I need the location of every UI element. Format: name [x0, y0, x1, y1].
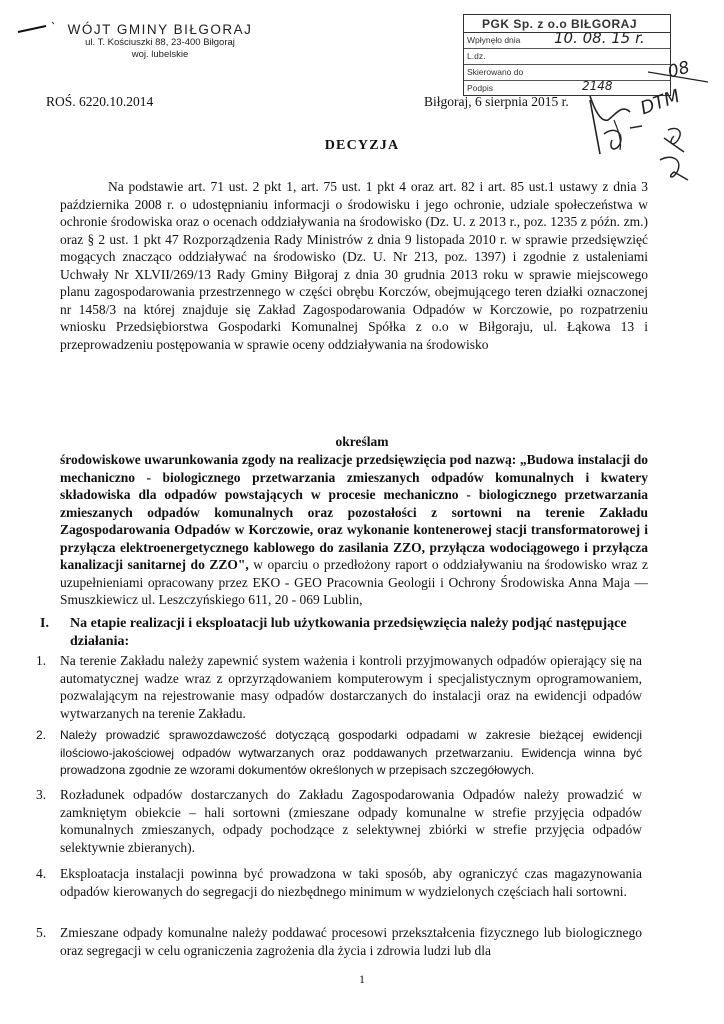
stamp-title: PGK Sp. z o.o BIŁGORAJ	[464, 15, 670, 33]
handwritten-note-08: 08	[665, 57, 692, 83]
section-heading	[40, 615, 640, 651]
sender-header	[60, 22, 260, 61]
stamp-ref-label: L.dz.	[467, 51, 486, 61]
list-item-number: 1.	[36, 653, 47, 668]
legal-basis-paragraph: Na podstawie art. 71 ust. 2 pkt 1, art. 75 ust. 1 pkt 4 oraz art. 82 i art. 85 ust.1 ustawy z dnia 3 października 2008 r. o udostępnianiu informacji o środowisku i jego ochronie, udziale społeczeństwa w ochronie środowiska oraz o ocenach oddziaływania na środowisko (Dz. U. z 2013 r., poz. 1235 z późn. zm.) oraz § 2 ust. 1 pkt 47 Rozporządzenia Rady Ministrów z dnia 9 listopada 2010 r. w sprawie przedsięwzięć mogących znacząco oddziaływać na środowisko (Dz. U. Nr 213, poz. 1397) i zgodnie z ustaleniami Uchwały Nr XLVII/269/13 Rady Gminy Biłgoraj z dnia 30 grudnia 2013 roku w sprawie miejscowego planu zagospodarowania przestrzennego w części obrębu Korczów, obejmującego teren działki oznaczonej nr 1458/3 na której znajduje się Zakład Zagospodarowania Odpadów w Korczowie, po rozpatrzeniu wniosku Przedsiębiorstwa Gospodarki Komunalnej Spółka z o.o w Biłgoraju, ul. Łąkowa 13 i przeprowadzeniu postępowania w sprawie oceny oddziaływania na środowisko	[60, 179, 648, 352]
list-item	[36, 924, 642, 959]
sender-region: woj. lubelskie	[131, 49, 189, 60]
determine-heading: określam	[335, 434, 389, 449]
document-title: DECYZJA	[324, 138, 400, 153]
list-item-number: 2.	[36, 728, 47, 742]
section-title: Na etapie realizacji i eksploatacji lub użytkowania przedsięwzięcia należy podjąć następujące działania:	[70, 616, 627, 649]
list-item	[36, 786, 642, 856]
sender-address: ul. T. Kościuszki 88, 23-400 Biłgoraj	[85, 37, 235, 48]
stamp-signature-value: 2148	[582, 79, 613, 93]
list-item-number: 4.	[36, 866, 47, 881]
sender-name: WÓJT GMINY BIŁGORAJ	[67, 22, 253, 37]
list-item	[36, 865, 642, 900]
decision-report-reference: w oparciu o przedłożony raport o oddziaływaniu na środowisko wraz z uzupełnieniami opracowany przez EKO - GEO Pracownia Geologii i Ochrony Środowiska Anna Maja —Smuszkiewicz ul. Leszczyńskiego 611, 20 - 069 Lublin,	[60, 557, 648, 607]
pen-mark	[16, 18, 56, 38]
stamp-received-value: 10. 08. 15 r.	[554, 29, 645, 47]
page-number: 1	[359, 972, 365, 986]
stamp-received-label: Wpłynęło dnia	[467, 35, 521, 45]
section-number: I.	[40, 616, 49, 631]
list-item	[36, 652, 642, 722]
handwritten-note-dtm: DTM	[637, 85, 683, 120]
stamp-signature-label: Podpis	[467, 83, 493, 93]
list-item-text: Eksploatacja instalacji powinna być prowadzona w taki sposób, aby ograniczyć czas magazynowania odpadów kierowanych do segregacji do niezbędnego minimum w wydzielonych częściach hali sortowni.	[60, 866, 642, 899]
decision-paragraph	[60, 451, 648, 609]
list-item-text: Rozładunek odpadów dostarczanych do Zakładu Zagospodarowania Odpadów należy prowadzić w zamkniętym obiekcie – hali sortowni (zmieszane odpady komunalne w strefie przyjęcia odpadów komunalnych zmieszanych, odpady pochodzące z selektywnej zbiórki w strefie przyjęcia odpadów selektywnie zbieranych).	[60, 787, 642, 855]
place-date: Biłgoraj, 6 sierpnia 2015 r.	[424, 94, 569, 109]
list-item-number: 5.	[36, 925, 47, 940]
decision-subject: środowiskowe uwarunkowania zgody na realizacje przedsięwzięcia pod nazwą: „Budowa instalacji do mechaniczno - biologicznego przetwarzania zmieszanych odpadów komunalnych i kwatery składowiska dla odpadów powstających w procesie mechaniczno - biologicznego przetwarzania zmieszanych odpadów komunalnych oraz pozostałości z sortowni na terenie Zakładu Zagospodarowania Odpadów w Korczowie, oraz wykonanie kontenerowej stacji transformatorowej i przyłącza elektroenergetycznego kablowego do zasilania ZZO, przyłącza wodociągowego i przyłącza kanalizacji sanitarnej do ZZO",	[60, 452, 648, 572]
list-item-number: 3.	[36, 787, 47, 802]
reference-number: ROŚ. 6220.10.2014	[46, 94, 154, 109]
list-item-text: Na terenie Zakładu należy zapewnić system ważenia i kontroli przyjmowanych odpadów opierający się na automatycznej wadze wraz z oprzyrządowaniem komputerowym i specjalistycznym oprogramowaniem, pozwalającym na rejestrowanie masy odpadów dostarczanych do instalacji oraz na ewidencji odpadów wytwarzanych na terenie Zakładu.	[60, 653, 642, 721]
stamp-received-row	[464, 29, 670, 49]
stamp-directed-label: Skierowano do	[467, 67, 524, 77]
list-item-text: Zmieszane odpady komunalne należy poddawać procesowi przekształcenia fizycznego lub biologicznego oraz segregacji w celu ograniczenia zagrożenia dla życia i zdrowia ludzi lub dla	[60, 925, 642, 958]
list-item-text: Należy prowadzić sprawozdawczość dotyczącą gospodarki odpadami w zakresie bieżącej ewidencji ilościowo-jakościowej odpadów wytwarzanych oraz poddawanych przetwarzaniu. Ewidencja winna być prowadzona zgodnie ze wzorami dokumentów określonych w przepisach szczegółowych.	[60, 728, 642, 777]
list-item	[36, 727, 642, 780]
